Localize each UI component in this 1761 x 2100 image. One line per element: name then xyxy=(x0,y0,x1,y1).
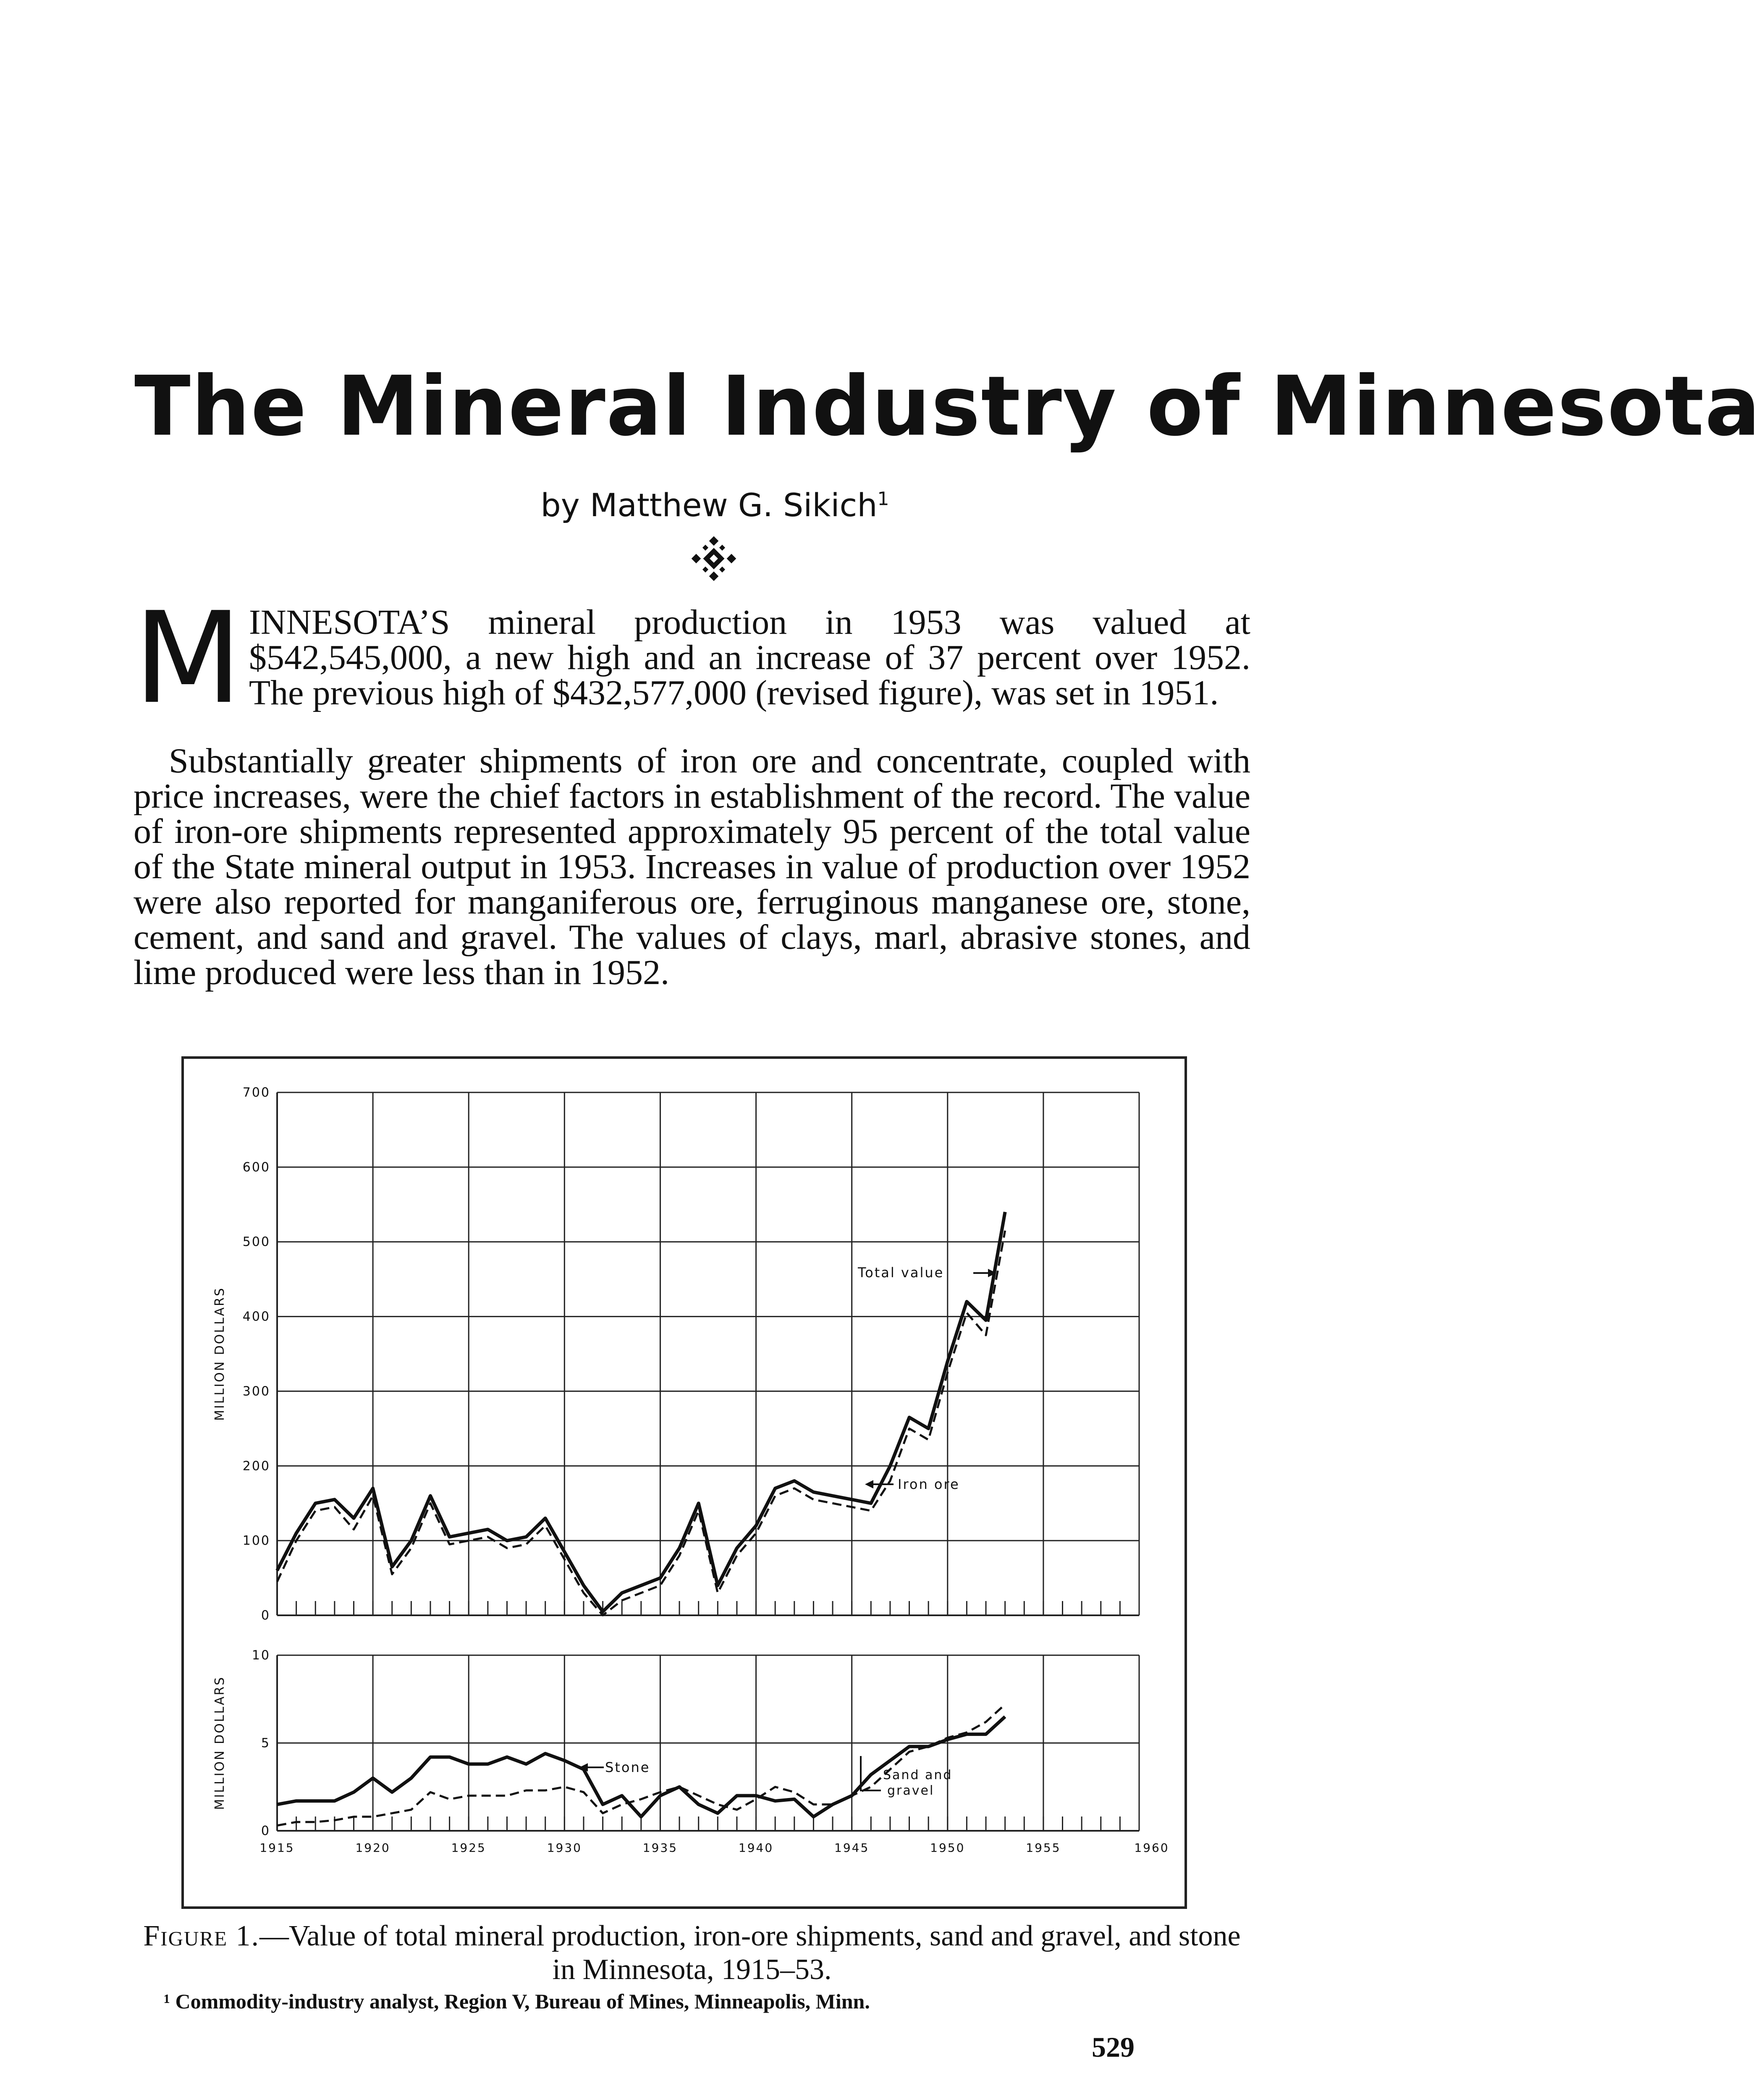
page-number: 529 xyxy=(1092,2031,1135,2063)
x-tick-label: 1915 xyxy=(259,1841,295,1855)
figure-label: Figure 1. xyxy=(143,1920,259,1952)
top-chart-ytick-label: 100 xyxy=(242,1533,270,1549)
drop-cap: M xyxy=(134,585,242,732)
x-tick-label: 1940 xyxy=(738,1841,774,1855)
annotation-total-value: Total value xyxy=(858,1265,944,1281)
top-chart-ytick-label: 200 xyxy=(242,1459,270,1474)
top-chart-ytick-label: 400 xyxy=(242,1309,270,1324)
annotation-sand-and-gravel: Sand and xyxy=(883,1768,953,1782)
footnote-ref: 1 xyxy=(877,488,889,510)
x-tick-label: 1945 xyxy=(834,1841,870,1855)
annotation-arrowhead xyxy=(865,1480,873,1488)
annotation-iron-ore: Iron ore xyxy=(898,1476,960,1492)
top-chart-ytick-label: 500 xyxy=(242,1234,270,1250)
bottom-chart-ytick-label: 5 xyxy=(261,1736,270,1751)
top-chart-series-iron-ore xyxy=(277,1231,1005,1615)
figure-caption xyxy=(134,1919,1250,1987)
x-tick-label: 1955 xyxy=(1026,1841,1061,1855)
footnote: ¹ Commodity-industry analyst, Region V, Bureau of Mines, Minneapolis, Minn. xyxy=(164,1990,870,2013)
top-chart-ylabel: MILLION DOLLARS xyxy=(212,1287,227,1421)
bottom-chart-ytick-label: 0 xyxy=(261,1824,270,1838)
top-chart-ytick-label: 600 xyxy=(242,1160,270,1175)
x-tick-label: 1925 xyxy=(451,1841,486,1855)
article-title: The Mineral Industry of Minnesota xyxy=(134,359,1761,454)
x-tick-label: 1930 xyxy=(547,1841,582,1855)
bottom-chart-ylabel: MILLION DOLLARS xyxy=(212,1676,227,1810)
byline xyxy=(0,486,1430,524)
author-name: by Matthew G. Sikich xyxy=(540,486,878,524)
intro-paragraph xyxy=(134,585,1250,732)
top-chart-ytick-label: 300 xyxy=(242,1384,270,1399)
ornament-icon xyxy=(691,536,737,582)
annotation-stone: Stone xyxy=(605,1759,650,1775)
second-paragraph: Substantially greater shipments of iron ore and concentrate, coupled with price increases, were the chief factors in establishment of the record. The value of iron-ore shipments represented approximately 95 percent of the total value of the State mineral output in 1953. Increases in value of production over 1952 were also reported for manganiferous ore, ferruginous manganese ore, stone, cement, and sand and gravel. The values of clays, marl, abrasive stones, and lime produced were less than in 1952. xyxy=(134,741,1250,992)
figure-caption-text: —Value of total mineral production, iron-ore shipments, sand and gravel, and stone in Minnesota, 1915–53. xyxy=(259,1920,1241,1986)
top-chart-ytick-label: 700 xyxy=(242,1085,270,1100)
x-tick-label: 1935 xyxy=(642,1841,678,1855)
top-chart-grid xyxy=(277,1092,1139,1615)
top-chart-ytick-label: 0 xyxy=(261,1608,270,1623)
x-tick-label: 1960 xyxy=(1134,1841,1169,1855)
intro-text: INNESOTA’S mineral production in 1953 was valued at $542,545,000, a new high and an increase of 37 percent over 1952. The previous high of $432,577,000 (revised figure), was set in 1951. xyxy=(249,603,1250,712)
x-tick-label: 1920 xyxy=(355,1841,390,1855)
bottom-chart-grid xyxy=(277,1655,1139,1831)
bottom-chart-ytick-label: 10 xyxy=(252,1648,270,1663)
figure-chart xyxy=(184,1059,1184,1906)
annotation-sand-and-gravel: gravel xyxy=(887,1783,935,1798)
x-tick-label: 1950 xyxy=(930,1841,965,1855)
figure-frame xyxy=(181,1056,1187,1909)
